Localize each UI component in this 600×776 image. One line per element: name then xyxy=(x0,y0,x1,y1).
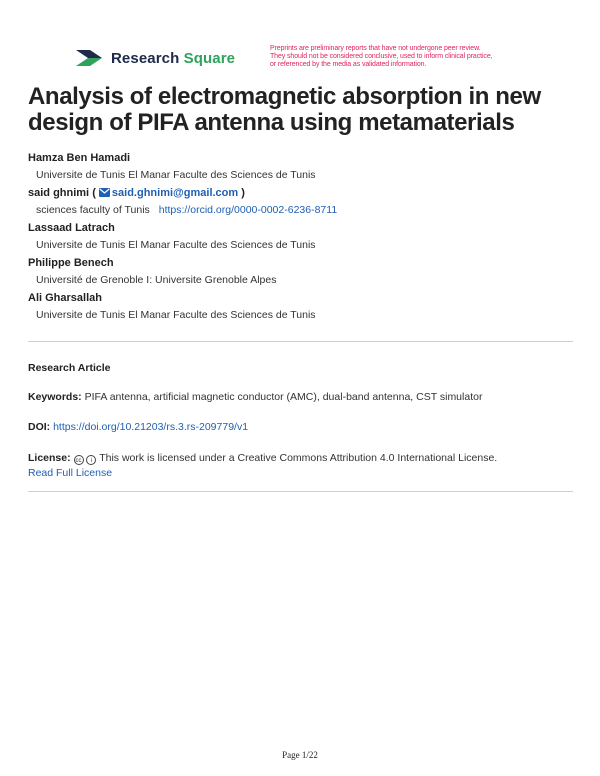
license-label: License: xyxy=(28,452,71,464)
author-affiliation: Universite de Tunis El Manar Faculte des Sciences de Tunis xyxy=(36,309,316,321)
keywords-row xyxy=(28,390,576,405)
author-email-text: said.ghnimi@gmail.com xyxy=(111,187,239,199)
preprint-notice xyxy=(270,45,540,69)
logo-text xyxy=(111,50,235,67)
logo-word-research: Research xyxy=(111,49,180,67)
page-number: Page 1/22 xyxy=(282,750,318,760)
research-square-logo[interactable] xyxy=(74,47,235,69)
article-type-label: Research Article xyxy=(28,362,111,374)
read-full-license-link[interactable]: Read Full License xyxy=(28,467,113,479)
paper-title: Analysis of electromagnetic absorption in new design of PIFA antenna using metamaterials xyxy=(28,83,541,136)
email-close-paren: ) xyxy=(241,187,245,199)
author-5 xyxy=(28,291,576,322)
author-affiliation: Universite de Tunis El Manar Faculte des Sciences de Tunis xyxy=(36,169,316,181)
author-affiliation: Université de Grenoble I: Universite Grenoble Alpes xyxy=(36,274,277,286)
creative-commons-icon: cc xyxy=(74,455,84,465)
attribution-icon: i xyxy=(86,455,96,465)
research-square-logo-icon xyxy=(74,47,104,69)
license-row xyxy=(28,451,576,481)
author-name: Lassaad Latrach xyxy=(28,222,115,234)
author-name: Ali Gharsallah xyxy=(28,292,102,304)
author-name: Hamza Ben Hamadi xyxy=(28,152,131,164)
author-4 xyxy=(28,256,576,287)
doi-row xyxy=(28,420,576,435)
author-email-link[interactable] xyxy=(99,187,241,199)
author-list xyxy=(28,151,576,326)
author-name-text: said ghnimi xyxy=(28,187,90,199)
author-affiliation-text: sciences faculty of Tunis xyxy=(36,204,150,216)
email-open-paren: ( xyxy=(92,187,96,199)
doi-link[interactable]: https://doi.org/10.21203/rs.3.rs-209779/v1 xyxy=(53,421,249,433)
logo-word-square: Square xyxy=(183,49,236,67)
article-type xyxy=(28,361,576,376)
author-3 xyxy=(28,221,576,252)
divider-bottom xyxy=(28,491,573,492)
mail-icon xyxy=(99,188,110,197)
author-affiliation xyxy=(36,203,576,217)
notice-line-3: or referenced by the media as validated information. xyxy=(270,61,427,68)
keywords-text: PIFA antenna, artificial magnetic conductor (AMC), dual-band antenna, CST simulator xyxy=(84,391,483,403)
divider-top xyxy=(28,341,573,342)
author-1 xyxy=(28,151,576,182)
author-name xyxy=(28,186,576,200)
orcid-link[interactable]: https://orcid.org/0000-0002-6236-8711 xyxy=(158,204,338,216)
doi-label: DOI: xyxy=(28,421,51,433)
notice-line-1: Preprints are preliminary reports that have not undergone peer review. xyxy=(270,45,481,52)
keywords-label: Keywords: xyxy=(28,391,82,403)
author-affiliation: Universite de Tunis El Manar Faculte des Sciences de Tunis xyxy=(36,239,316,251)
license-text: This work is licensed under a Creative Commons Attribution 4.0 International License. xyxy=(99,452,498,464)
notice-line-2: They should not be considered conclusive, used to inform clinical practice, xyxy=(270,53,493,60)
author-name: Philippe Benech xyxy=(28,257,114,269)
author-2 xyxy=(28,186,576,217)
